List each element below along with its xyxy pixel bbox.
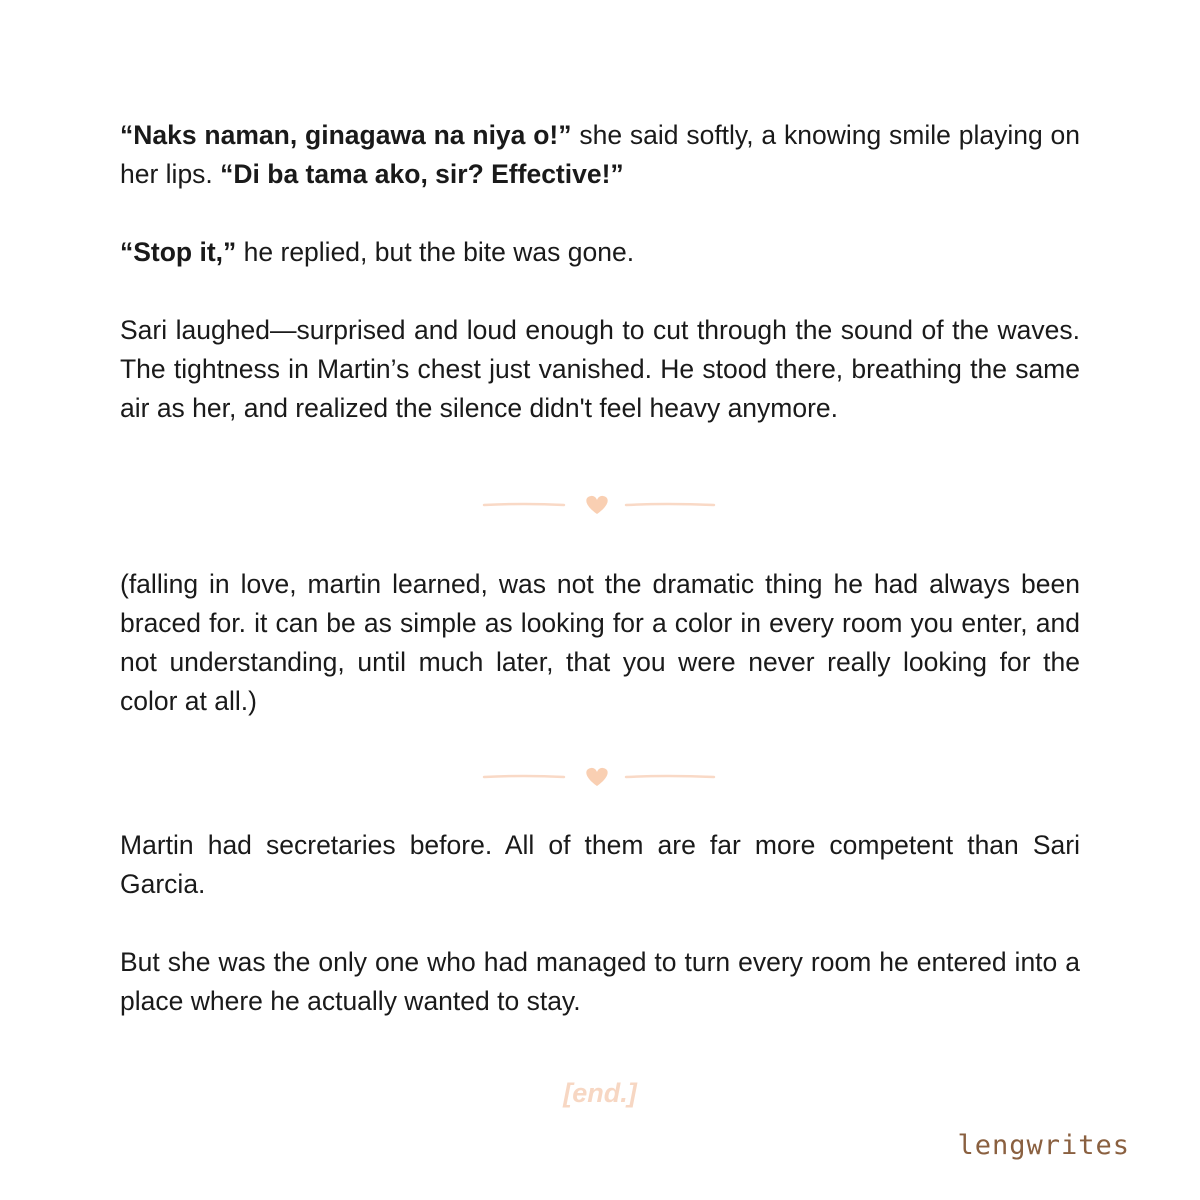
section-divider <box>0 762 1200 792</box>
heart-icon <box>480 762 720 792</box>
dialogue-quote: “Di ba tama ako, sir? Effective!” <box>220 159 624 189</box>
paragraph-6: But she was the only one who had managed to turn every room he entered into a place where he actually wanted to stay. <box>120 947 1080 1016</box>
paragraph-5: Martin had secretaries before. All of them are far more competent than Sari Garcia. <box>120 830 1080 899</box>
heart-icon <box>480 490 720 520</box>
section-divider <box>0 490 1200 520</box>
paragraph-2 <box>120 233 1080 272</box>
story-reflection <box>120 565 1080 721</box>
paragraph-1 <box>120 116 1080 194</box>
author-signature: lengwrites <box>957 1130 1130 1161</box>
story-body <box>120 116 1080 428</box>
story-ending <box>120 826 1080 1021</box>
paragraph-4: (falling in love, martin learned, was not the dramatic thing he had always been braced for. it can be as simple as looking for a color in every room you enter, and not understanding, until much later, that you were never really looking for the color at all.) <box>120 569 1080 716</box>
dialogue-quote: “Stop it,” <box>120 237 237 267</box>
paragraph-3: Sari laughed—surprised and loud enough to cut through the sound of the waves. The tightness in Martin’s chest just vanished. He stood there, breathing the same air as her, and realized the silence didn't feel heavy anymore. <box>120 315 1080 423</box>
end-mark: [end.] <box>563 1078 637 1108</box>
narration: he replied, but the bite was gone. <box>236 237 635 267</box>
narration: she said softly, a knowing smile playing on her lips. <box>120 120 1080 189</box>
dialogue-quote: “Naks naman, ginagawa na niya o!” <box>120 120 572 150</box>
